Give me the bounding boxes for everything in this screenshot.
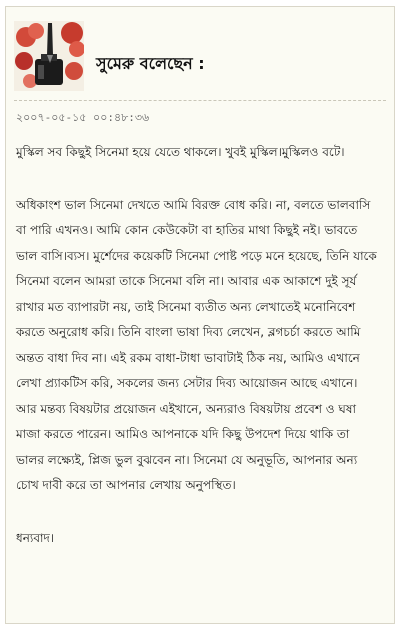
comment-body	[16, 140, 378, 551]
comment-header	[14, 21, 386, 107]
comment-timestamp: ২০০৭-০৫-১৫ ০০:৪৮:৩৬	[16, 111, 150, 124]
comment-paragraph: অধিকাংশ ভাল সিনেমা দেখতে আমি বিরক্ত বোধ করি। না, বলতে ভালবাসি বা পারি এখনও। আমি কোন কেউকেটা বা হাতির মাথা কিছুই নই। ভাবতে ভাল বাসি।ব্যস। মুর্শেদের কয়েকটি সিনেমা পোষ্ট পড়ে মনে হয়েছে, তিনি যাকে সিনেমা বলেন আমরা তাকে সিনেমা বলি না। আবার এক আকাশে দুই সূর্য রাখার মত ব্যাপারটা নয়, তাই সিনেমা ব্যতীত অন্য লেখাতেই মনোনিবেশ করতে অনুরোধ করি। তিনি বাংলা ভাষা দিব্য লেখেন, ব্লগচর্চা করতে আমি অন্তত বাধা দিব না। এই রকম বাধা-টাধা ভাবাটাই ঠিক নয়, আমিও এখানে লেখা প্র্যাকটিস করি, সকলের জন্য সেটার দিব্য আয়োজন আছে এখানে। আর মন্তব্য বিষয়টার প্রয়োজন এইখানে, অন্যরাও বিষয়টায় প্রবেশ ও ঘষা মাজা করতে পারেন। আমিও আপনাকে যদি কিছু উপদেশ দিয়ে থাকি তা ভালর লক্ষ্যেই, প্লিজ ভুল বুঝবেন না। সিনেমা যে অনুভূতি, আপনার অন্য চোখ দাবী করে তা আপনার লেখায় অনুপস্থিত।	[16, 197, 377, 492]
avatar[interactable]	[14, 21, 84, 91]
pen-ink-icon	[14, 21, 84, 91]
comment-card	[5, 6, 395, 624]
comment-paragraph: মুস্কিল সব কিছুই সিনেমা হয়ে যেতে থাকলে। খুবই মুস্কিল।মুস্কিলও বটে।	[16, 145, 345, 159]
header-divider	[14, 100, 386, 101]
comment-signoff: ধন্যবাদ।	[16, 530, 55, 545]
comment-author: সুমেরু বলেছেন :	[96, 54, 205, 73]
